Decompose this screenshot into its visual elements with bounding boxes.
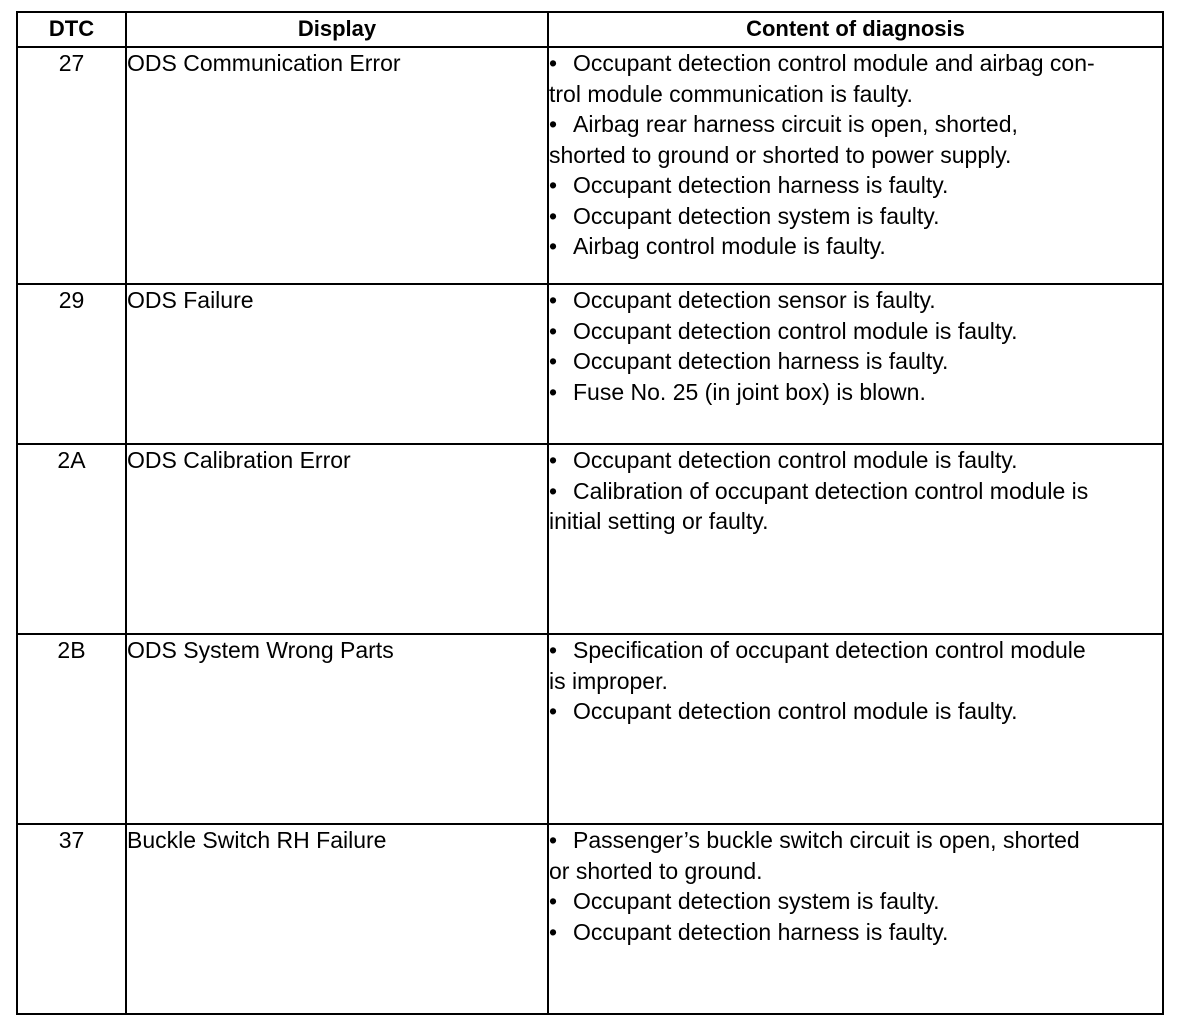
- diagnosis-line: [549, 377, 1162, 408]
- bullet: •: [549, 202, 558, 229]
- bullet: •: [549, 827, 558, 853]
- diagnosis-content: [548, 444, 1163, 634]
- bullet: •: [549, 447, 558, 473]
- table-row: [17, 284, 1163, 444]
- table-row: [17, 47, 1163, 284]
- table-row: [17, 824, 1163, 1014]
- header-content: Content of diagnosis: [548, 12, 1163, 47]
- diagnosis-content: [548, 284, 1163, 444]
- diagnosis-line-text: or shorted to ground.: [549, 857, 763, 884]
- diagnosis-line-text: Occupant detection system is faulty.: [573, 202, 940, 229]
- display-text: ODS Failure: [126, 284, 548, 444]
- dtc-diagnosis-table: [16, 11, 1164, 1015]
- diagnosis-line: [549, 170, 1162, 201]
- header-display: Display: [126, 12, 548, 47]
- display-text: ODS Communication Error: [126, 47, 548, 284]
- diagnosis-line-text: Occupant detection control module is faulty.: [573, 317, 1018, 344]
- diagnosis-line-text: Occupant detection harness is faulty.: [573, 918, 949, 945]
- bullet: •: [549, 888, 558, 914]
- diagnosis-line: [549, 476, 1162, 507]
- display-text: ODS System Wrong Parts: [126, 634, 548, 824]
- table-row: [17, 444, 1163, 634]
- diagnosis-line-text: Occupant detection control module is faulty.: [573, 447, 1018, 473]
- diagnosis-line-text: Occupant detection control module and airbag con-: [573, 50, 1095, 76]
- bullet: •: [549, 233, 558, 259]
- diagnosis-content: [548, 824, 1163, 1014]
- diagnosis-line-text: Fuse No. 25 (in joint box) is blown.: [573, 378, 926, 405]
- dtc-code: 29: [17, 284, 126, 444]
- diagnosis-line: [549, 48, 1162, 79]
- bullet: •: [549, 287, 558, 313]
- diagnosis-line-text: shorted to ground or shorted to power supply.: [549, 141, 1012, 168]
- diagnosis-line-text: Airbag rear harness circuit is open, shorted,: [573, 111, 1018, 137]
- diagnosis-line: [549, 140, 1162, 171]
- diagnosis-line: [549, 635, 1162, 666]
- bullet: •: [549, 172, 558, 198]
- bullet: •: [549, 637, 558, 663]
- diagnosis-line: [549, 666, 1162, 697]
- bullet: •: [549, 378, 558, 405]
- table-row: [17, 634, 1163, 824]
- bullet: •: [549, 348, 558, 374]
- diagnosis-line: [549, 696, 1162, 727]
- diagnosis-line: [549, 445, 1162, 476]
- diagnosis-line-text: Occupant detection system is faulty.: [573, 888, 940, 914]
- dtc-code: 37: [17, 824, 126, 1014]
- bullet: •: [549, 317, 558, 344]
- diagnosis-line: [549, 316, 1162, 347]
- diagnosis-line: [549, 886, 1162, 917]
- dtc-code: 27: [17, 47, 126, 284]
- diagnosis-line: [549, 285, 1162, 316]
- diagnosis-content: [548, 47, 1163, 284]
- display-text: Buckle Switch RH Failure: [126, 824, 548, 1014]
- diagnosis-line: [549, 346, 1162, 377]
- diagnosis-line: [549, 79, 1162, 110]
- dtc-code: 2B: [17, 634, 126, 824]
- display-text: ODS Calibration Error: [126, 444, 548, 634]
- bullet: •: [549, 477, 558, 504]
- diagnosis-line-text: Passenger’s buckle switch circuit is open, shorted: [573, 827, 1080, 853]
- diagnosis-line-text: Occupant detection control module is faulty.: [573, 698, 1018, 724]
- header-row: [17, 12, 1163, 47]
- diagnosis-line: [549, 231, 1162, 262]
- diagnosis-line-text: Occupant detection sensor is faulty.: [573, 287, 936, 313]
- diagnosis-line: [549, 825, 1162, 856]
- bullet: •: [549, 50, 558, 76]
- diagnosis-line: [549, 201, 1162, 232]
- header-dtc: DTC: [17, 12, 126, 47]
- diagnosis-line: [549, 856, 1162, 887]
- bullet: •: [549, 698, 558, 724]
- diagnosis-line: [549, 109, 1162, 140]
- diagnosis-line-text: initial setting or faulty.: [549, 508, 769, 534]
- diagnosis-line-text: Occupant detection harness is faulty.: [573, 348, 949, 374]
- diagnosis-line-text: is improper.: [549, 667, 668, 694]
- bullet: •: [549, 918, 558, 945]
- diagnosis-line: [549, 917, 1162, 948]
- diagnosis-line-text: Occupant detection harness is faulty.: [573, 172, 949, 198]
- diagnosis-line-text: Calibration of occupant detection control module is: [573, 477, 1089, 504]
- diagnosis-line-text: Specification of occupant detection control module: [573, 637, 1086, 663]
- dtc-code: 2A: [17, 444, 126, 634]
- bullet: •: [549, 111, 558, 137]
- diagnosis-content: [548, 634, 1163, 824]
- diagnosis-line-text: Airbag control module is faulty.: [573, 233, 886, 259]
- diagnosis-line-text: trol module communication is faulty.: [549, 80, 913, 107]
- diagnosis-line: [549, 506, 1162, 537]
